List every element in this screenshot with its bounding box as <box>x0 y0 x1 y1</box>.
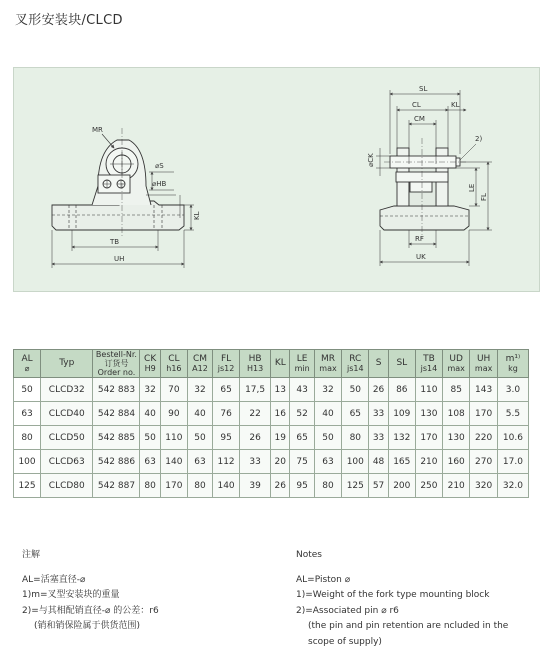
cell-sl: 109 <box>388 402 415 426</box>
col-rc: RC js14 <box>342 350 369 378</box>
table-row <box>14 378 529 402</box>
notes-cn-heading: 注解 <box>22 550 41 560</box>
cell-m: 10.6 <box>497 426 528 450</box>
cell-rc: 125 <box>342 474 369 498</box>
le-label: LE <box>468 183 476 192</box>
cell-tb: 250 <box>415 474 442 498</box>
notes-cn-line: (销和销保险属于供货范围) <box>34 621 141 631</box>
cell-uh: 143 <box>470 378 497 402</box>
cell-sl: 165 <box>388 450 415 474</box>
cell-ud: 108 <box>442 402 469 426</box>
spec-table <box>13 349 529 498</box>
ck-label: ⌀CK <box>367 153 375 167</box>
drawing-svg <box>14 68 539 291</box>
table-row <box>14 426 529 450</box>
cell-fl: 95 <box>213 426 240 450</box>
cell-rc: 65 <box>342 402 369 426</box>
cell-le: 95 <box>290 474 314 498</box>
notes-en-line: (the pin and pin retention are ncluded in the <box>308 621 509 631</box>
cell-rc: 50 <box>342 378 369 402</box>
cell-al: 125 <box>14 474 41 498</box>
col-ud: UD max <box>442 350 469 378</box>
tb-label: TB <box>110 238 120 246</box>
cell-order-no: 542 886 <box>93 450 140 474</box>
cell-kl: 16 <box>271 402 290 426</box>
notes-en-line: AL=Piston ⌀ <box>296 574 351 585</box>
cell-al: 80 <box>14 426 41 450</box>
cell-le: 75 <box>290 450 314 474</box>
cell-order-no: 542 884 <box>93 402 140 426</box>
cell-rc: 80 <box>342 426 369 450</box>
cell-fl: 140 <box>213 474 240 498</box>
cell-ud: 210 <box>442 474 469 498</box>
col-order-no: Bestell-Nr. 订货号 Order no. <box>93 350 140 378</box>
cell-hb: 26 <box>240 426 271 450</box>
cell-s: 33 <box>369 426 388 450</box>
notes-cn-line: 1)m=叉型安装块的重量 <box>22 590 120 600</box>
notes-cn-line: 2)=与其相配销直径-⌀ 的公差：r6 <box>22 605 159 616</box>
cell-al: 63 <box>14 402 41 426</box>
cell-hb: 17,5 <box>240 378 271 402</box>
col-uh: UH max <box>470 350 497 378</box>
cell-ck: 63 <box>140 450 160 474</box>
cell-le: 43 <box>290 378 314 402</box>
s-label: ⌀S <box>155 162 164 170</box>
cell-cl: 110 <box>160 426 187 450</box>
col-fl: FL js12 <box>213 350 240 378</box>
notes-cn-line: AL=活塞直径-⌀ <box>22 574 86 585</box>
cell-fl: 112 <box>213 450 240 474</box>
col-le: LE min <box>290 350 314 378</box>
cell-order-no: 542 885 <box>93 426 140 450</box>
cell-ud: 85 <box>442 378 469 402</box>
cell-ck: 50 <box>140 426 160 450</box>
notes-english <box>296 548 508 650</box>
spec-table-header-row <box>14 350 529 378</box>
cell-rc: 100 <box>342 450 369 474</box>
col-s: S <box>369 350 388 378</box>
notes-en-line: 2)=Associated pin ⌀ r6 <box>296 605 399 616</box>
table-row <box>14 450 529 474</box>
cell-m: 5.5 <box>497 402 528 426</box>
cell-al: 50 <box>14 378 41 402</box>
col-ck: CK H9 <box>140 350 160 378</box>
uh-label: UH <box>114 255 125 263</box>
cell-uh: 270 <box>470 450 497 474</box>
cell-al: 100 <box>14 450 41 474</box>
cell-typ: CLCD32 <box>41 378 93 402</box>
cell-kl: 19 <box>271 426 290 450</box>
cell-mr: 80 <box>314 474 341 498</box>
cell-hb: 39 <box>240 474 271 498</box>
notes-en-line: scope of supply) <box>308 636 382 647</box>
col-m: m¹⁾ kg <box>497 350 528 378</box>
cell-s: 33 <box>369 402 388 426</box>
col-typ: Typ <box>41 350 93 378</box>
cell-s: 57 <box>369 474 388 498</box>
cell-tb: 130 <box>415 402 442 426</box>
cell-ud: 130 <box>442 426 469 450</box>
cell-cm: 80 <box>187 474 212 498</box>
cell-ck: 32 <box>140 378 160 402</box>
cell-cm: 32 <box>187 378 212 402</box>
cell-typ: CLCD80 <box>41 474 93 498</box>
cell-hb: 33 <box>240 450 271 474</box>
col-sl: SL <box>388 350 415 378</box>
cell-typ: CLCD63 <box>41 450 93 474</box>
notes-en-heading: Notes <box>296 550 322 560</box>
cell-kl: 20 <box>271 450 290 474</box>
cell-cm: 63 <box>187 450 212 474</box>
cell-mr: 32 <box>314 378 341 402</box>
col-cm: CM A12 <box>187 350 212 378</box>
col-hb: HB H13 <box>240 350 271 378</box>
cell-le: 52 <box>290 402 314 426</box>
cell-kl: 26 <box>271 474 290 498</box>
cell-ck: 80 <box>140 474 160 498</box>
kl-left-label: KL <box>193 211 201 220</box>
cell-typ: CLCD50 <box>41 426 93 450</box>
cell-tb: 170 <box>415 426 442 450</box>
cell-sl: 132 <box>388 426 415 450</box>
cell-cl: 90 <box>160 402 187 426</box>
cell-fl: 65 <box>213 378 240 402</box>
rf-label: RF <box>415 235 424 243</box>
cl-label: CL <box>412 101 421 109</box>
cell-cm: 50 <box>187 426 212 450</box>
cell-order-no: 542 887 <box>93 474 140 498</box>
cell-mr: 63 <box>314 450 341 474</box>
cell-sl: 86 <box>388 378 415 402</box>
cell-order-no: 542 883 <box>93 378 140 402</box>
cell-ck: 40 <box>140 402 160 426</box>
mr-label: MR <box>92 126 103 134</box>
pin-note-label: 2) <box>475 135 483 143</box>
cell-typ: CLCD40 <box>41 402 93 426</box>
side-view <box>52 128 194 268</box>
cell-hb: 22 <box>240 402 271 426</box>
kl-label: KL <box>451 101 460 109</box>
cell-s: 26 <box>369 378 388 402</box>
page-title: 叉形安装块/CLCD <box>15 13 123 28</box>
cell-kl: 13 <box>271 378 290 402</box>
notes-chinese <box>22 548 159 635</box>
notes-en-line: 1)=Weight of the fork type mounting block <box>296 590 490 600</box>
hb-label: ⌀HB <box>152 180 167 188</box>
uk-label: UK <box>416 253 426 261</box>
cell-uh: 170 <box>470 402 497 426</box>
table-row <box>14 474 529 498</box>
cm-label: CM <box>414 115 425 123</box>
cell-cl: 70 <box>160 378 187 402</box>
table-row <box>14 402 529 426</box>
cell-ud: 160 <box>442 450 469 474</box>
cell-cl: 140 <box>160 450 187 474</box>
col-tb: TB js14 <box>415 350 442 378</box>
fl-label: FL <box>480 193 488 201</box>
cell-mr: 50 <box>314 426 341 450</box>
cell-m: 3.0 <box>497 378 528 402</box>
cell-m: 32.0 <box>497 474 528 498</box>
cell-le: 65 <box>290 426 314 450</box>
col-kl: KL <box>271 350 290 378</box>
cell-sl: 200 <box>388 474 415 498</box>
cell-tb: 210 <box>415 450 442 474</box>
cell-uh: 220 <box>470 426 497 450</box>
cell-tb: 110 <box>415 378 442 402</box>
cell-s: 48 <box>369 450 388 474</box>
col-cl: CL h16 <box>160 350 187 378</box>
cell-cm: 40 <box>187 402 212 426</box>
cell-fl: 76 <box>213 402 240 426</box>
front-view <box>376 90 492 266</box>
cell-m: 17.0 <box>497 450 528 474</box>
col-al: AL ⌀ <box>14 350 41 378</box>
col-mr: MR max <box>314 350 341 378</box>
cell-cl: 170 <box>160 474 187 498</box>
cell-uh: 320 <box>470 474 497 498</box>
cell-mr: 40 <box>314 402 341 426</box>
sl-label: SL <box>419 85 428 93</box>
technical-drawing <box>13 67 540 292</box>
